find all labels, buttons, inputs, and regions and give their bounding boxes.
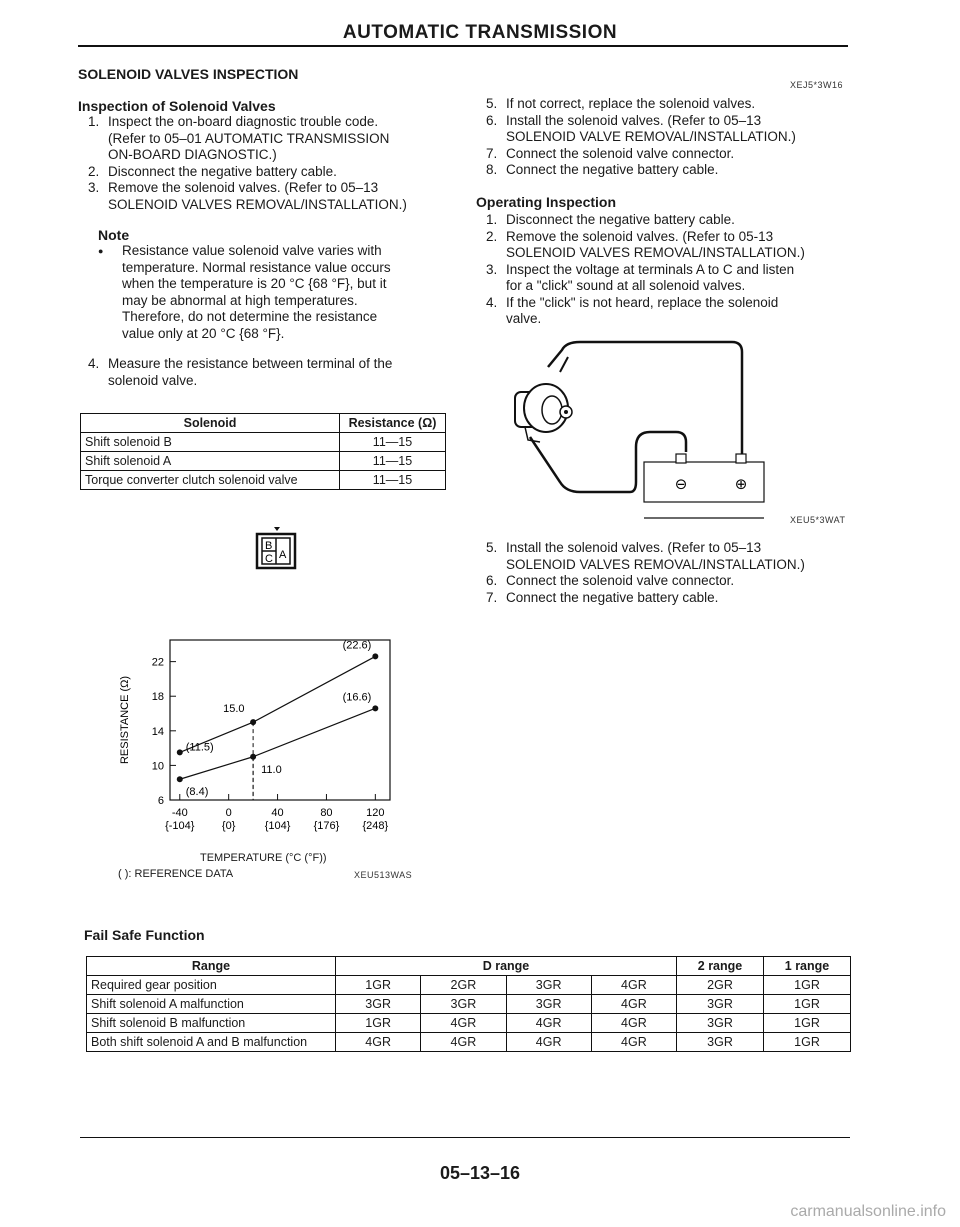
resistance-cell-name: Torque converter clutch solenoid valve: [81, 471, 340, 490]
fail-safe-cell: 1GR: [764, 1033, 851, 1052]
data-point: [177, 749, 183, 755]
step-line: [486, 311, 886, 328]
note-text: Therefore, do not determine the resistance: [122, 309, 378, 324]
y-tick-label: 14: [151, 725, 164, 738]
note-line: [86, 326, 458, 343]
step-text: Remove the solenoid valves. (Refer to 05–13: [108, 180, 379, 195]
step-line: [486, 245, 886, 262]
step-number: 2.: [486, 228, 498, 244]
step-text: Inspect the voltage at terminals A to C and listen: [506, 261, 795, 277]
fail-safe-cell: 2GR: [677, 976, 764, 995]
step-text: Connect the negative battery cable.: [506, 589, 719, 605]
right-code-top: XEJ5*3W16: [790, 80, 844, 90]
table-row: [81, 452, 446, 471]
fail-safe-cell: 4GR: [591, 1014, 676, 1033]
step-text: Install the solenoid valves. (Refer to 05–13: [506, 112, 762, 128]
fail-safe-cell: 4GR: [591, 976, 676, 995]
fail-safe-row-label: Both shift solenoid A and B malfunction: [87, 1033, 336, 1052]
step-text: Connect the solenoid valve connector.: [506, 573, 735, 588]
step-number: 5.: [486, 540, 498, 555]
step-number: 7.: [486, 589, 498, 605]
table-row: [87, 976, 851, 995]
step-line: [88, 180, 458, 197]
resistance-cell-name: Shift solenoid B: [81, 433, 340, 452]
x-tick-label: 0: [225, 807, 232, 819]
note-text: may be abnormal at high temperatures.: [122, 292, 358, 308]
step-text: Connect the solenoid valve connector.: [506, 145, 735, 161]
fail-safe-header-range: Range: [87, 957, 336, 976]
x-tick-label: 80: [320, 807, 333, 819]
step-number: 2.: [88, 163, 100, 179]
table-row: [81, 471, 446, 490]
step-text: SOLENOID VALVES REMOVAL/INSTALLATION.): [108, 196, 407, 212]
step-line: [88, 147, 458, 164]
fail-safe-header-2: 2 range: [677, 957, 764, 976]
note-text: Resistance value solenoid valve varies with: [122, 243, 382, 258]
y-tick-label: 10: [151, 760, 164, 773]
data-point: [372, 705, 378, 711]
inspection-title: Inspection of Solenoid Valves: [78, 98, 276, 114]
step-4-num: 4.: [88, 356, 100, 371]
note-title: Note: [98, 227, 130, 243]
step-line: [88, 197, 458, 214]
x-tick-label: 120: [366, 807, 385, 819]
resistance-cell-value: 11—15: [340, 452, 446, 471]
x-tick-label: -40: [171, 807, 188, 819]
right-steps-c: [486, 540, 886, 606]
note-line: [86, 243, 458, 260]
step-line: [88, 164, 458, 181]
step-line: [486, 573, 886, 590]
step-line: [486, 557, 886, 574]
page-header-title: AUTOMATIC TRANSMISSION: [342, 22, 618, 43]
step-number: 1.: [486, 212, 498, 227]
fail-safe-cell: 1GR: [764, 976, 851, 995]
solenoid-battery-illustration: [500, 332, 770, 522]
x-tick-label-f: {104}: [264, 820, 291, 832]
fail-safe-cell: 3GR: [506, 995, 591, 1014]
step-line: [486, 146, 886, 163]
table-row: [87, 1033, 851, 1052]
bullet-icon: ●: [98, 246, 104, 256]
step-line: [486, 113, 886, 130]
note-text: temperature. Normal resistance value occurs: [122, 259, 391, 275]
operating-title: Operating Inspection: [476, 194, 617, 210]
fail-safe-cell: 4GR: [506, 1014, 591, 1033]
step-text: ON-BOARD DIAGNOSTIC.): [108, 147, 277, 162]
inspection-block: [78, 98, 458, 389]
resistance-temperature-chart: [100, 620, 400, 832]
fail-safe-cell: 4GR: [591, 1033, 676, 1052]
resistance-cell-name: Shift solenoid A: [81, 452, 340, 471]
resistance-table: [80, 413, 446, 490]
step-text: for a "click" sound at all solenoid valves.: [506, 278, 746, 293]
fail-safe-cell: 1GR: [764, 995, 851, 1014]
step-text: Connect the negative battery cable.: [506, 162, 719, 177]
page-number: 05–13–16: [439, 1163, 521, 1183]
step-line: [88, 131, 458, 148]
step-4-line2: solenoid valve.: [108, 372, 198, 388]
step-number: 4.: [486, 294, 498, 310]
x-tick-label: 40: [271, 807, 284, 819]
step-line: [486, 540, 886, 557]
connector-pin-c: C: [265, 553, 273, 565]
step-text: SOLENOID VALVE REMOVAL/INSTALLATION.): [506, 129, 796, 144]
note-text: when the temperature is 20 °C {68 °F}, but it: [122, 276, 387, 291]
step-line: [486, 590, 886, 607]
step-text: Disconnect the negative battery cable.: [108, 163, 337, 179]
footer-rule: [80, 1137, 850, 1138]
fail-safe-cell: 2GR: [421, 976, 506, 995]
fail-safe-cell: 3GR: [677, 1014, 764, 1033]
right-steps-a: [486, 96, 886, 179]
y-tick-label: 6: [157, 795, 164, 807]
step-text: Remove the solenoid valves. (Refer to 05-13: [506, 228, 774, 244]
step-number: 1.: [88, 114, 100, 129]
note-line: [86, 293, 458, 310]
fail-safe-cell: 3GR: [677, 995, 764, 1014]
step-4-line1: Measure the resistance between terminal of the: [108, 356, 393, 371]
fail-safe-cell: 4GR: [591, 995, 676, 1014]
header-rule: [78, 45, 848, 47]
step-text: valve.: [506, 311, 542, 326]
step-line: [486, 96, 886, 113]
step-line: [486, 295, 886, 312]
fail-safe-cell: 3GR: [421, 995, 506, 1014]
y-tick-label: 22: [151, 656, 164, 669]
chart-code: XEU513WAS: [354, 870, 413, 880]
x-tick-label-f: {248}: [362, 820, 389, 832]
y-tick-group: [152, 657, 176, 807]
data-label: (11.5): [185, 741, 214, 754]
fail-safe-cell: 4GR: [421, 1014, 506, 1033]
step-4: [78, 356, 458, 389]
step-number: 3.: [486, 261, 498, 277]
fail-safe-cell: 3GR: [506, 976, 591, 995]
table-row: [87, 995, 851, 1014]
step-text: Install the solenoid valves. (Refer to 05–13: [506, 540, 762, 555]
note-line: [86, 260, 458, 277]
fail-safe-cell: 3GR: [336, 995, 421, 1014]
step-line: [88, 114, 458, 131]
fail-safe-row-label: Required gear position: [87, 976, 336, 995]
step-line: [486, 262, 886, 279]
step-number: 5.: [486, 96, 498, 111]
note-text: value only at 20 °C {68 °F}.: [122, 325, 285, 341]
step-text: If the "click" is not heard, replace the solenoid: [506, 294, 779, 310]
section-title: SOLENOID VALVES INSPECTION: [78, 66, 299, 82]
note-line: [86, 276, 458, 293]
fail-safe-row-label: Shift solenoid B malfunction: [87, 1014, 336, 1033]
fail-safe-cell: 4GR: [506, 1033, 591, 1052]
y-tick-label: 18: [151, 691, 164, 704]
fail-safe-cell: 1GR: [336, 1014, 421, 1033]
step-line: [486, 229, 886, 246]
x-axis-label: TEMPERATURE (°C (°F)): [200, 852, 327, 864]
series-line-upper: [180, 656, 376, 752]
reference-note: ( ): REFERENCE DATA: [118, 868, 234, 880]
fail-safe-header-d: D range: [336, 957, 677, 976]
fail-safe-cell: 1GR: [336, 976, 421, 995]
step-text: If not correct, replace the solenoid valves.: [506, 96, 756, 111]
x-tick-label-f: {-104}: [165, 820, 195, 832]
right-steps-b: [486, 212, 886, 328]
fail-safe-cell: 1GR: [764, 1014, 851, 1033]
inspection-steps: [78, 114, 458, 213]
step-line: [486, 278, 886, 295]
data-point: [177, 776, 183, 782]
connector-pin-b: B: [265, 540, 273, 552]
connector-icon: [252, 526, 302, 574]
data-point: [372, 653, 378, 659]
resistance-header-solenoid: Solenoid: [81, 414, 340, 433]
step-text: Disconnect the negative battery cable.: [506, 212, 735, 227]
table-row: [87, 1014, 851, 1033]
data-label: (8.4): [185, 786, 209, 799]
x-tick-label-f: {176}: [313, 820, 340, 832]
step-number: 6.: [486, 112, 498, 128]
resistance-cell-value: 11—15: [340, 471, 446, 490]
step-line: [486, 129, 886, 146]
battery-minus-icon: ⊖: [674, 475, 688, 493]
step-number: 3.: [88, 180, 100, 195]
x-tick-label-f: {0}: [221, 820, 236, 832]
fail-safe-cell: 4GR: [336, 1033, 421, 1052]
data-label: (22.6): [342, 639, 372, 652]
step-text: SOLENOID VALVES REMOVAL/INSTALLATION.): [506, 556, 805, 572]
step-number: 6.: [486, 573, 498, 588]
note-line: [86, 309, 458, 326]
step-number: 8.: [486, 162, 498, 177]
resistance-cell-value: 11—15: [340, 433, 446, 452]
fail-safe-cell: 4GR: [421, 1033, 506, 1052]
plot-frame: [170, 640, 390, 800]
series-group: [177, 639, 379, 800]
fail-safe-header-1: 1 range: [764, 957, 851, 976]
watermark: carmanualsonline.info: [790, 1203, 946, 1220]
data-label: 15.0: [223, 703, 245, 716]
step-text: (Refer to 05–01 AUTOMATIC TRANSMISSION: [108, 130, 390, 146]
step-text: SOLENOID VALVES REMOVAL/INSTALLATION.): [506, 245, 805, 260]
data-label: (16.6): [342, 691, 372, 704]
battery-plus-icon: ⊕: [734, 475, 748, 493]
fail-safe-title: Fail Safe Function: [84, 927, 205, 943]
resistance-header-value: Resistance (Ω): [340, 414, 446, 433]
step-number: 7.: [486, 145, 498, 161]
note-lines: [78, 243, 458, 342]
data-label: 11.0: [261, 763, 282, 776]
step-text: Inspect the on-board diagnostic trouble code.: [108, 114, 379, 129]
y-axis-label: RESISTANCE (Ω): [119, 675, 131, 765]
right-code-fig: XEU5*3WAT: [790, 515, 846, 525]
step-line: [486, 212, 886, 229]
fail-safe-cell: 3GR: [677, 1033, 764, 1052]
step-line: [486, 162, 886, 179]
connector-pin-a: A: [279, 549, 287, 561]
table-row: [81, 433, 446, 452]
fail-safe-row-label: Shift solenoid A malfunction: [87, 995, 336, 1014]
fail-safe-table: [86, 956, 851, 1052]
